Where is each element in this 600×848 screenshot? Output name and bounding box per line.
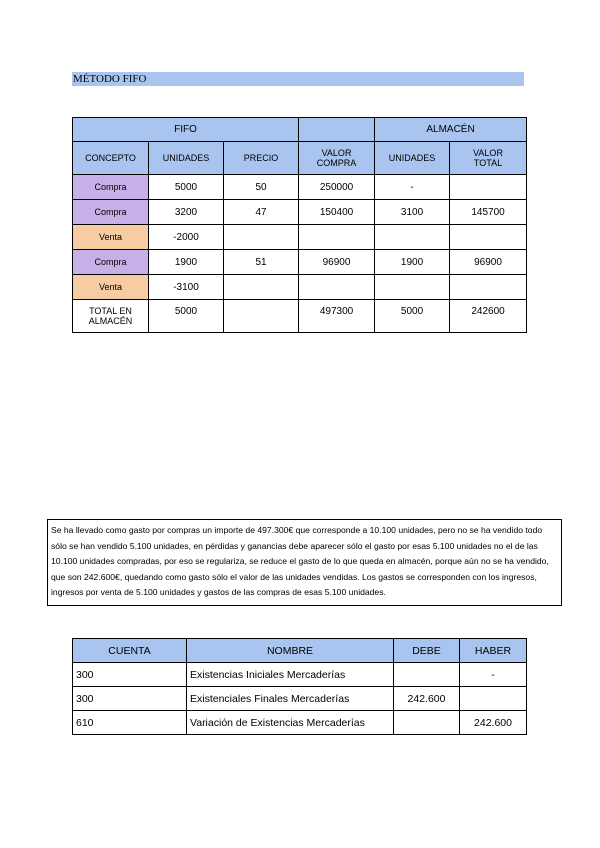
valor-total-cell: [450, 275, 527, 300]
valor-total-cell: [450, 225, 527, 250]
table-row: [73, 200, 527, 225]
fifo-group-header: FIFO: [73, 118, 299, 142]
valor-total-cell: 145700: [450, 200, 527, 225]
concepto-cell: Compra: [73, 200, 149, 225]
col-header-cuenta: CUENTA: [73, 639, 187, 663]
empty-header-cell: [299, 118, 375, 142]
table-row: [73, 275, 527, 300]
total-almacen-unidades: 5000: [375, 300, 450, 333]
haber-cell: 242.600: [460, 711, 527, 735]
unidades-cell: 1900: [149, 250, 224, 275]
concepto-cell: Venta: [73, 275, 149, 300]
total-valor-compra: 497300: [299, 300, 375, 333]
fifo-table: [72, 117, 527, 333]
valor-compra-cell: [299, 225, 375, 250]
nombre-cell: Variación de Existencias Mercaderías: [187, 711, 394, 735]
accounts-header-row: [73, 639, 527, 663]
col-header-valor-total: VALOR TOTAL: [450, 142, 527, 175]
debe-cell: 242.600: [394, 687, 460, 711]
almacen-group-header: ALMACÉN: [375, 118, 527, 142]
unidades-cell: -3100: [149, 275, 224, 300]
col-header-debe: DEBE: [394, 639, 460, 663]
total-unidades: 5000: [149, 300, 224, 333]
page-title: MÉTODO FIFO: [72, 72, 524, 86]
unidades-cell: -2000: [149, 225, 224, 250]
almacen-unidades-cell: [375, 275, 450, 300]
explanation-note: Se ha llevado como gasto por compras un importe de 497.300€ que corresponde a 10.100 unidades, pero no se ha vendido todo sólo se han vendido 5.100 unidades, en pérdidas y ganancias debe aparecer sólo el gasto por esas 5.100 unidades no el de las 10.100 unidades compradas, por eso se regulariza, se reduce el gasto de lo que queda en almacén, porque aún no se ha vendido, que son 242.600€, quedando como gasto sólo el valor de las unidades vendidas. Los gastos se corresponden con los ingresos, ingresos por venta de 5.100 unidades y gastos de las compras de esas 5.100 unidades.: [47, 519, 562, 606]
precio-cell: 50: [224, 175, 299, 200]
almacen-unidades-cell: [375, 225, 450, 250]
accounts-table: [72, 638, 527, 735]
precio-cell: [224, 225, 299, 250]
table-row: [73, 687, 527, 711]
debe-cell: [394, 711, 460, 735]
cuenta-cell: 610: [73, 711, 187, 735]
col-header-almacen-unidades: UNIDADES: [375, 142, 450, 175]
unidades-cell: 3200: [149, 200, 224, 225]
concepto-cell: Compra: [73, 175, 149, 200]
valor-compra-cell: 250000: [299, 175, 375, 200]
cuenta-cell: 300: [73, 663, 187, 687]
almacen-unidades-cell: -: [375, 175, 450, 200]
debe-cell: [394, 663, 460, 687]
table-row: [73, 711, 527, 735]
nombre-cell: Existencias Iniciales Mercaderías: [187, 663, 394, 687]
col-header-concepto: CONCEPTO: [73, 142, 149, 175]
col-header-unidades: UNIDADES: [149, 142, 224, 175]
total-valor-total: 242600: [450, 300, 527, 333]
concepto-cell: Compra: [73, 250, 149, 275]
almacen-unidades-cell: 1900: [375, 250, 450, 275]
col-header-nombre: NOMBRE: [187, 639, 394, 663]
unidades-cell: 5000: [149, 175, 224, 200]
col-header-valor-compra: VALOR COMPRA: [299, 142, 375, 175]
nombre-cell: Existenciales Finales Mercaderías: [187, 687, 394, 711]
valor-compra-cell: [299, 275, 375, 300]
precio-cell: 51: [224, 250, 299, 275]
haber-cell: -: [460, 663, 527, 687]
table-row: [73, 250, 527, 275]
total-label: TOTAL EN ALMACÉN: [73, 300, 149, 333]
valor-total-cell: 96900: [450, 250, 527, 275]
cuenta-cell: 300: [73, 687, 187, 711]
almacen-unidades-cell: 3100: [375, 200, 450, 225]
table-row: [73, 663, 527, 687]
total-precio: [224, 300, 299, 333]
valor-total-cell: [450, 175, 527, 200]
table-row: [73, 225, 527, 250]
total-row: [73, 300, 527, 333]
haber-cell: [460, 687, 527, 711]
col-header-precio: PRECIO: [224, 142, 299, 175]
valor-compra-cell: 150400: [299, 200, 375, 225]
col-header-haber: HABER: [460, 639, 527, 663]
precio-cell: [224, 275, 299, 300]
table-row: [73, 175, 527, 200]
precio-cell: 47: [224, 200, 299, 225]
concepto-cell: Venta: [73, 225, 149, 250]
valor-compra-cell: 96900: [299, 250, 375, 275]
